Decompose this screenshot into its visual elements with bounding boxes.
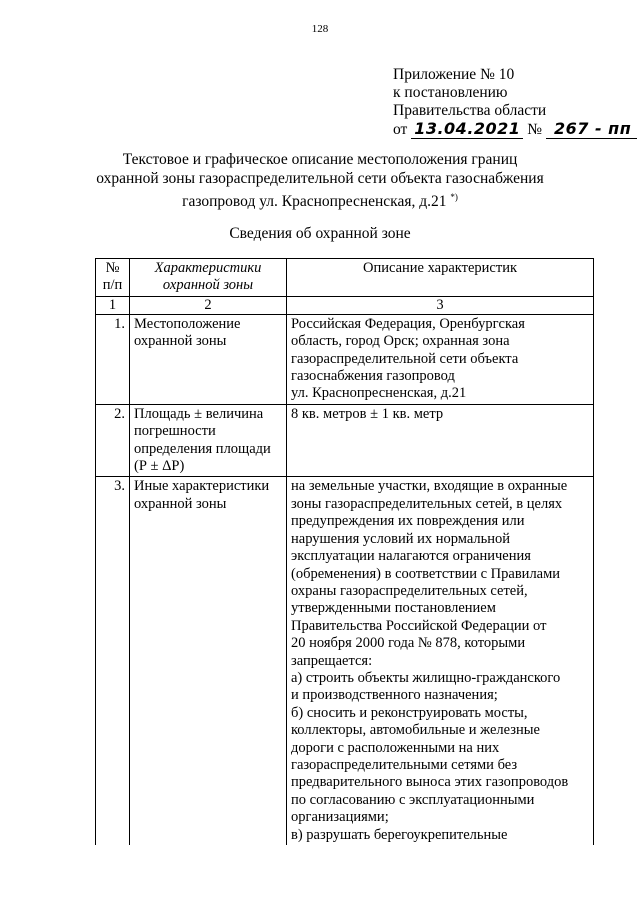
desc-line: предупреждения их повреждения или [291, 513, 525, 530]
desc-line: по согласованию с эксплуатационными [291, 791, 535, 808]
char-line: Местоположение [134, 315, 241, 332]
desc-line: б) сносить и реконструировать мосты, [291, 704, 528, 721]
desc-line: газоснабжения газопровод [291, 368, 455, 385]
title-line-3: газопровод ул. Краснопресненская, д.21 [182, 193, 447, 211]
desc-line: дороги с расположенными на них [291, 739, 500, 756]
desc-line: 8 кв. метров ± 1 кв. метр [291, 405, 444, 422]
desc-line: и производственного назначения; [291, 687, 498, 704]
char-line: определения площади [134, 440, 271, 457]
desc-line: в) разрушать берегоукрепительные [291, 826, 508, 843]
desc-line: эксплуатации налагаются ограничения [291, 548, 531, 565]
date-prefix: от [393, 121, 408, 138]
appendix-block [393, 66, 637, 139]
header-num-line-2: п/п [102, 277, 123, 294]
char-line: охранной зоны [134, 333, 227, 350]
appendix-line-2: к постановлению [393, 84, 508, 101]
document-title [80, 150, 560, 211]
row-number: 2. [96, 404, 130, 477]
index-cell: 3 [287, 296, 594, 314]
desc-line: утвержденными постановлением [291, 600, 496, 617]
section-subtitle: Сведения об охранной зоне [229, 225, 411, 242]
row-description [287, 404, 594, 477]
header-char-line-1: Характеристики [154, 260, 262, 276]
protection-zone-table [95, 258, 594, 845]
header-char-line-2: охранной зоны [162, 277, 254, 294]
number-prefix: № [527, 121, 543, 138]
table-row [96, 314, 594, 404]
desc-line: область, город Орск; охранная зона [291, 333, 510, 350]
desc-line: 20 ноября 2000 года № 878, которыми [291, 635, 526, 652]
desc-line: газораспределительной сети объекта [291, 350, 519, 367]
table-header-row [96, 259, 594, 297]
desc-line: Российская Федерация, Оренбургская [291, 315, 525, 332]
appendix-date-line [393, 120, 637, 139]
table-row [96, 477, 594, 845]
desc-line: зоны газораспределительных сетей, в целях [291, 495, 563, 512]
index-cell: 2 [130, 296, 287, 314]
desc-line: а) строить объекты жилищно-гражданского [291, 669, 561, 686]
char-line: Площадь ± величина [134, 405, 264, 422]
desc-line: (обременения) в соответствии с Правилами [291, 565, 561, 582]
header-characteristics [130, 259, 287, 297]
handwritten-date: 13.04.2021 [414, 119, 521, 138]
appendix-line-3: Правительства области [393, 102, 547, 119]
desc-line: коллекторы, автомобильные и железные [291, 722, 540, 739]
footnote-mark: *) [450, 192, 458, 202]
desc-line: предварительного выноса этих газопроводов [291, 774, 569, 791]
desc-line: запрещается: [291, 652, 373, 669]
table-index-row [96, 296, 594, 314]
desc-line: ул. Краснопресненская, д.21 [291, 385, 467, 402]
desc-line: организациями; [291, 809, 389, 826]
appendix-line-1: Приложение № 10 [393, 66, 515, 83]
header-num [96, 259, 130, 297]
title-line-2: охранной зоны газораспределительной сети объекта газоснабжения [96, 170, 544, 187]
char-line: (Р ± ΔР) [134, 458, 185, 475]
row-number: 3. [96, 477, 130, 845]
handwritten-number: 267 - пп [553, 119, 632, 138]
header-description: Описание характеристик [287, 259, 594, 297]
row-characteristic [130, 477, 287, 845]
table-row [96, 404, 594, 477]
row-description [287, 314, 594, 404]
char-line: охранной зоны [134, 495, 227, 512]
page-number: 128 [311, 23, 329, 35]
desc-line: на земельные участки, входящие в охранные [291, 478, 568, 495]
char-line: Иные характеристики [134, 478, 270, 495]
index-cell: 1 [96, 296, 130, 314]
desc-line: нарушения условий их нормальной [291, 530, 511, 547]
row-characteristic [130, 404, 287, 477]
desc-line: газораспределительными сетями без [291, 756, 518, 773]
header-num-line-1: № [105, 260, 120, 276]
row-characteristic [130, 314, 287, 404]
title-line-1: Текстовое и графическое описание местоположения границ [122, 151, 518, 168]
row-number: 1. [96, 314, 130, 404]
row-description [287, 477, 594, 845]
desc-line: охраны газораспределительных сетей, [291, 582, 528, 599]
char-line: погрешности [134, 423, 216, 440]
desc-line: Правительства Российской Федерации от [291, 617, 547, 634]
